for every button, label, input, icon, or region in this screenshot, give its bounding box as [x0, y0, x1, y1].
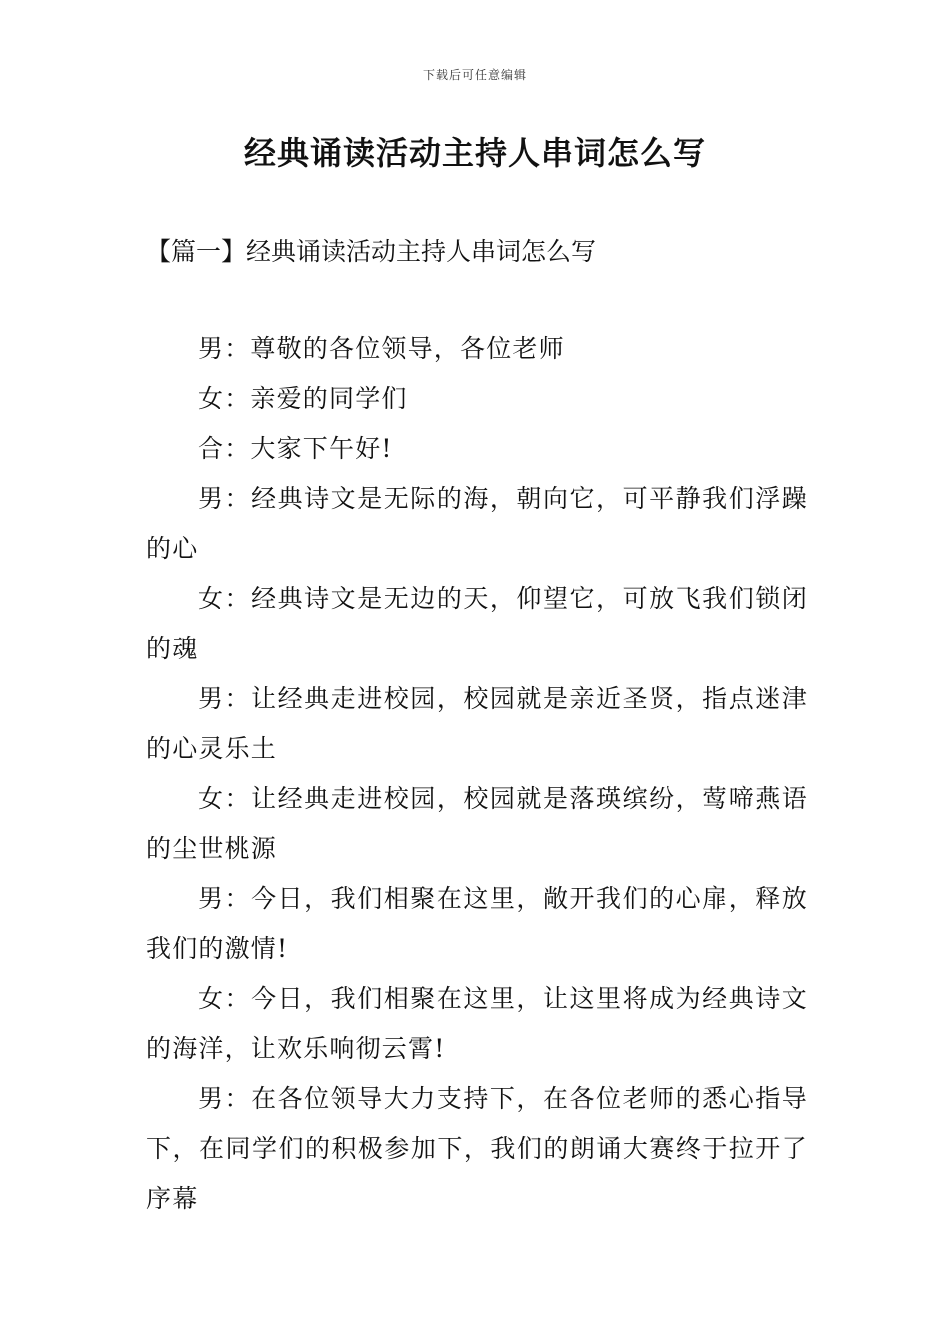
dialogue-line: 女：让经典走进校园，校园就是落瑛缤纷，莺啼燕语的尘世桃源 — [146, 784, 808, 863]
dialogue-body — [146, 324, 808, 1224]
dialogue-line: 女：经典诗文是无边的天，仰望它，可放飞我们锁闭的魂 — [146, 584, 808, 663]
dialogue-line: 合：大家下午好! — [198, 434, 393, 463]
dialogue-line: 男：尊敬的各位领导，各位老师 — [198, 334, 565, 363]
dialogue-line: 男：在各位领导大力支持下，在各位老师的悉心指导下，在同学们的积极参加下，我们的朗诵大赛终于拉开了序幕 — [146, 1084, 808, 1213]
dialogue-line: 女：今日，我们相聚在这里，让这里将成为经典诗文的海洋，让欢乐响彻云霄! — [146, 984, 808, 1063]
dialogue-line: 男：让经典走进校园，校园就是亲近圣贤，指点迷津的心灵乐土 — [146, 684, 808, 763]
dialogue-line: 男：经典诗文是无际的海，朝向它，可平静我们浮躁的心 — [146, 484, 808, 563]
dialogue-line: 男：今日，我们相聚在这里，敞开我们的心扉，释放我们的激情! — [146, 884, 808, 963]
section-heading: 【篇一】经典诵读活动主持人串词怎么写 — [146, 237, 597, 266]
document-title: 经典诵读活动主持人串词怎么写 — [243, 134, 706, 172]
header-note: 下载后可任意编辑 — [422, 68, 527, 82]
dialogue-line: 女：亲爱的同学们 — [198, 384, 408, 413]
